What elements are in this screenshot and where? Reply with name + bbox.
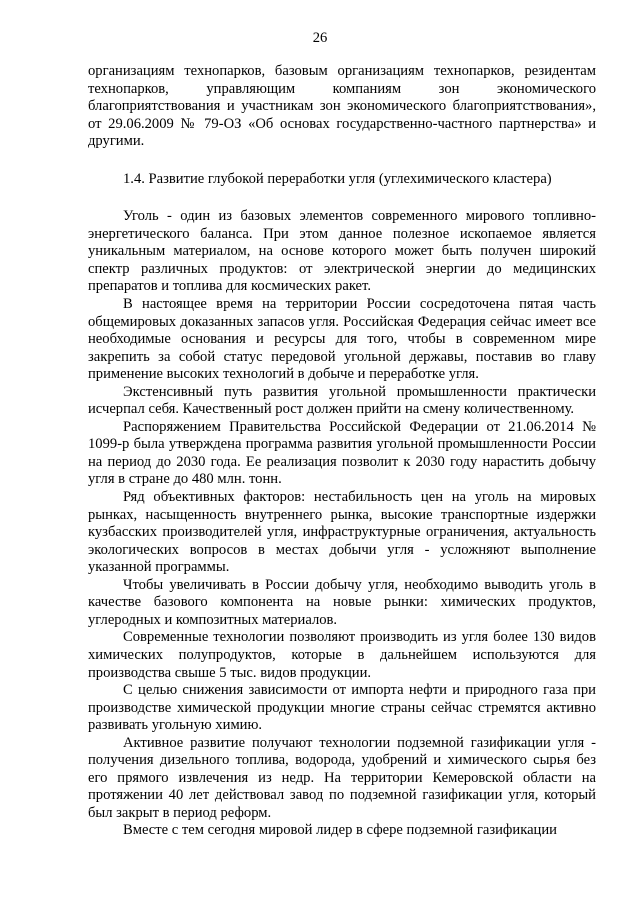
paragraph: Экстенсивный путь развития угольной промышленности практически исчерпал себя. Качественный рост должен прийти на смену количественному.	[88, 383, 596, 418]
paragraph: Ряд объективных факторов: нестабильность цен на уголь на мировых рынках, насыщенность внутреннего рынка, высокие транспортные издержки кузбасских производителей угля, инфраструктурные ограничения, актуальность экологических вопросов в местах добычи угля - усложняют выполнение указанной программы.	[88, 489, 596, 576]
body-text	[88, 63, 596, 840]
paragraph: Распоряжением Правительства Российской Федерации от 21.06.2014 № 1099-р была утверждена программа развития угольной промышленности России на период до 2030 года. Ее реализация позволит к 2030 году нарастить добычу угля в стране до 480 млн. тонн.	[88, 418, 596, 488]
paragraph-truncated: Вместе с тем сегодня мировой лидер в сфере подземной газификации	[123, 822, 557, 839]
paragraph: С целью снижения зависимости от импорта нефти и природного газа при производстве химической продукции многие страны сейчас стремятся активно развивать угольную химию.	[88, 682, 596, 734]
paragraph: Современные технологии позволяют производить из угля более 130 видов химических полупродуктов, которые в дальнейшем используются для производства свыше 5 тыс. видов продукции.	[88, 629, 596, 681]
page-number: 26	[312, 30, 328, 46]
paragraph: Чтобы увеличивать в России добычу угля, необходимо выводить уголь в качестве базового компонента на новые рынки: химических продуктов, углеродных и композитных материалов.	[88, 576, 596, 628]
paragraph: Активное развитие получают технологии подземной газификации угля - получения дизельного топлива, водорода, удобрений и химического сырья без его прямого извлечения из недр. На территории Кемеровской области на протяжении 40 лет действовал завод по подземной газификации угля, который был закрыт в период реформ.	[88, 734, 596, 821]
paragraph: В настоящее время на территории России сосредоточена пятая часть общемировых доказанных запасов угля. Российская Федерация сейчас имеет все необходимые основания и ресурсы для того, чтобы в современном мире закрепить за собой статус передовой угольной державы, поставив во главу применение высоких технологий в добыче и переработке угля.	[88, 296, 596, 383]
section-heading: 1.4. Развитие глубокой переработки угля (углехимического кластера)	[123, 170, 552, 187]
paragraph-continuation: организациям технопарков, базовым организациям технопарков, резидентам технопарков, управляющим компаниям зон экономического благоприятствования и участникам зон экономического благоприятствования», от 29.06.2009 № 79-ОЗ «Об основах государственно-частного партнерства» и другими.	[88, 63, 596, 150]
paragraph: Уголь - один из базовых элементов современного мирового топливно-энергетического баланса. При этом данное полезное ископаемое является уникальным материалом, на основе которого может быть получен широкий спектр различных продуктов: от электрической энергии до медицинских препаратов и топлива для космических ракет.	[88, 208, 596, 295]
